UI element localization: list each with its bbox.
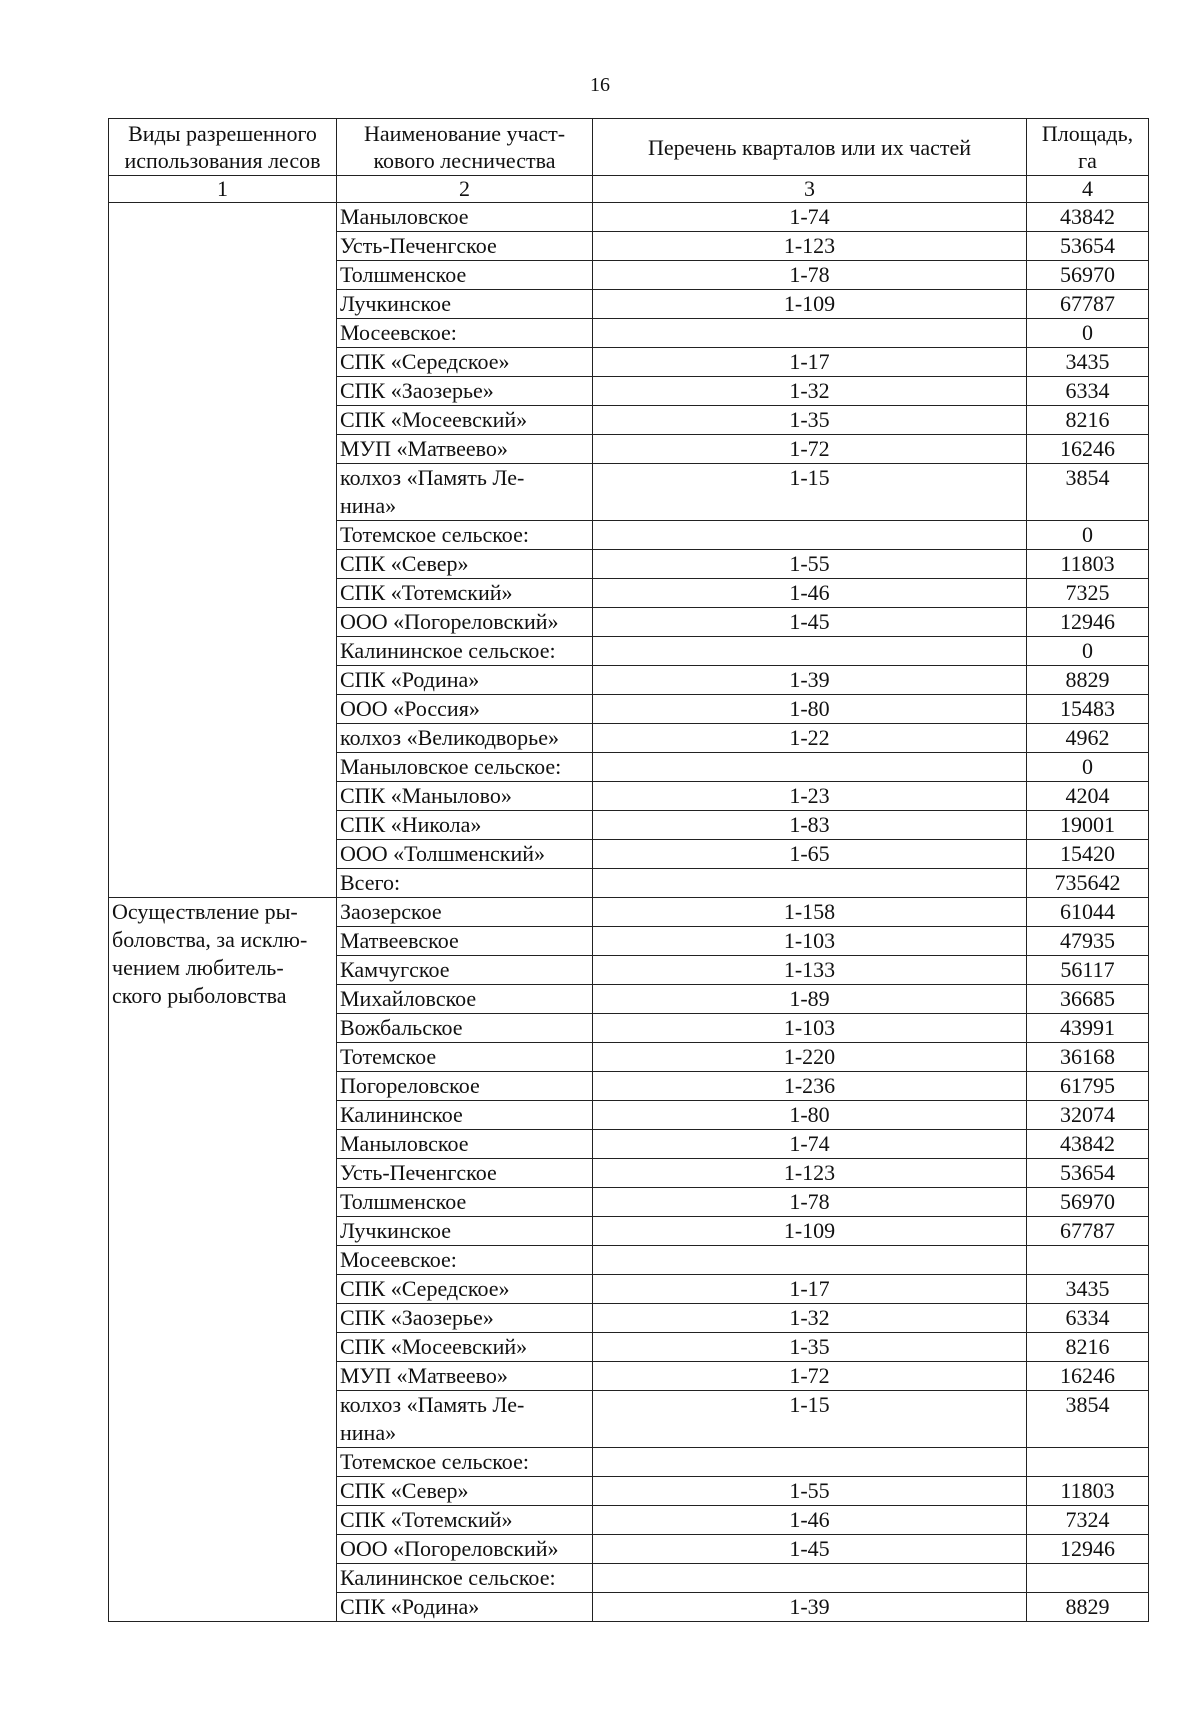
area-cell: 3435 (1027, 1275, 1149, 1304)
area-cell: 0 (1027, 753, 1149, 782)
forestry-name-cell: Калининское сельское: (337, 1564, 593, 1593)
area-cell: 0 (1027, 521, 1149, 550)
area-cell: 6334 (1027, 1304, 1149, 1333)
area-cell: 16246 (1027, 1362, 1149, 1391)
forestry-name-cell: Лучкинское (337, 1217, 593, 1246)
quarters-cell: 1-220 (593, 1043, 1027, 1072)
forestry-name-cell: колхоз «Память Ле- нина» (337, 1391, 593, 1448)
forestry-name-cell: Толшменское (337, 261, 593, 290)
forestry-name-cell: ООО «Толшменский» (337, 840, 593, 869)
area-cell: 0 (1027, 319, 1149, 348)
forestry-name-cell: МУП «Матвеево» (337, 1362, 593, 1391)
forestry-name-cell: Тотемское сельское: (337, 521, 593, 550)
quarters-cell: 1-78 (593, 261, 1027, 290)
header-usage-type: Виды разрешенного использования лесов (109, 119, 337, 176)
quarters-cell (593, 753, 1027, 782)
quarters-cell: 1-55 (593, 1477, 1027, 1506)
forestry-name-cell: СПК «Манылово» (337, 782, 593, 811)
area-cell (1027, 1564, 1149, 1593)
area-cell: 15420 (1027, 840, 1149, 869)
area-cell: 36685 (1027, 985, 1149, 1014)
quarters-cell: 1-123 (593, 1159, 1027, 1188)
header-quarters-list: Перечень кварталов или их частей (593, 119, 1027, 176)
table-body (109, 203, 1149, 1622)
area-cell: 8829 (1027, 1593, 1149, 1622)
area-cell: 32074 (1027, 1101, 1149, 1130)
forestry-name-cell: СПК «Никола» (337, 811, 593, 840)
area-cell: 56117 (1027, 956, 1149, 985)
forest-use-table (108, 118, 1149, 1622)
usage-type-cell (109, 203, 337, 898)
area-cell: 4204 (1027, 782, 1149, 811)
forestry-name-cell: СПК «Середское» (337, 348, 593, 377)
quarters-cell: 1-78 (593, 1188, 1027, 1217)
area-cell: 12946 (1027, 608, 1149, 637)
quarters-cell: 1-80 (593, 695, 1027, 724)
quarters-cell: 1-46 (593, 1506, 1027, 1535)
quarters-cell: 1-123 (593, 232, 1027, 261)
forestry-name-cell: Погореловское (337, 1072, 593, 1101)
quarters-cell: 1-45 (593, 608, 1027, 637)
forestry-name-cell: МУП «Матвеево» (337, 435, 593, 464)
area-cell: 3854 (1027, 1391, 1149, 1448)
forestry-name-cell: ООО «Погореловский» (337, 1535, 593, 1564)
area-cell: 8216 (1027, 406, 1149, 435)
area-cell: 8829 (1027, 666, 1149, 695)
quarters-cell: 1-83 (593, 811, 1027, 840)
area-cell: 15483 (1027, 695, 1149, 724)
forestry-name-cell: СПК «Середское» (337, 1275, 593, 1304)
area-cell: 53654 (1027, 232, 1149, 261)
quarters-cell: 1-55 (593, 550, 1027, 579)
forestry-name-cell: Усть-Печенгское (337, 1159, 593, 1188)
quarters-cell: 1-65 (593, 840, 1027, 869)
area-cell: 7325 (1027, 579, 1149, 608)
area-cell: 16246 (1027, 435, 1149, 464)
forestry-name-cell: Вожбальское (337, 1014, 593, 1043)
forestry-name-cell: СПК «Мосеевский» (337, 1333, 593, 1362)
quarters-cell: 1-17 (593, 348, 1027, 377)
forestry-name-cell: Всего: (337, 869, 593, 898)
forestry-name-cell: Мосеевское: (337, 319, 593, 348)
quarters-cell: 1-109 (593, 1217, 1027, 1246)
forestry-name-cell: СПК «Родина» (337, 1593, 593, 1622)
forestry-name-cell: Мосеевское: (337, 1246, 593, 1275)
quarters-cell: 1-32 (593, 377, 1027, 406)
quarters-cell: 1-103 (593, 927, 1027, 956)
quarters-cell: 1-17 (593, 1275, 1027, 1304)
area-cell: 7324 (1027, 1506, 1149, 1535)
header-forestry-name: Наименование участ- кового лесничества (337, 119, 593, 176)
area-cell: 43842 (1027, 1130, 1149, 1159)
forestry-name-cell: Камчугское (337, 956, 593, 985)
quarters-cell: 1-46 (593, 579, 1027, 608)
forestry-name-cell: ООО «Россия» (337, 695, 593, 724)
area-cell: 0 (1027, 637, 1149, 666)
quarters-cell (593, 637, 1027, 666)
quarters-cell: 1-236 (593, 1072, 1027, 1101)
forestry-name-cell: Усть-Печенгское (337, 232, 593, 261)
quarters-cell: 1-89 (593, 985, 1027, 1014)
area-cell: 11803 (1027, 550, 1149, 579)
forestry-name-cell: Тотемское сельское: (337, 1448, 593, 1477)
column-number: 2 (337, 176, 593, 203)
area-cell: 11803 (1027, 1477, 1149, 1506)
forestry-name-cell: СПК «Север» (337, 550, 593, 579)
area-cell: 735642 (1027, 869, 1149, 898)
area-cell: 61044 (1027, 898, 1149, 927)
forestry-name-cell: Михайловское (337, 985, 593, 1014)
area-cell: 4962 (1027, 724, 1149, 753)
quarters-cell: 1-39 (593, 1593, 1027, 1622)
quarters-cell: 1-23 (593, 782, 1027, 811)
quarters-cell (593, 319, 1027, 348)
forestry-name-cell: СПК «Мосеевский» (337, 406, 593, 435)
quarters-cell: 1-109 (593, 290, 1027, 319)
forestry-name-cell: СПК «Заозерье» (337, 377, 593, 406)
column-number: 3 (593, 176, 1027, 203)
area-cell: 61795 (1027, 1072, 1149, 1101)
forestry-name-cell: СПК «Родина» (337, 666, 593, 695)
quarters-cell: 1-158 (593, 898, 1027, 927)
forestry-name-cell: Лучкинское (337, 290, 593, 319)
column-number-row (109, 176, 1149, 203)
quarters-cell: 1-74 (593, 203, 1027, 232)
header-row (109, 119, 1149, 176)
header-area: Площадь, га (1027, 119, 1149, 176)
area-cell (1027, 1246, 1149, 1275)
column-number: 1 (109, 176, 337, 203)
forestry-name-cell: Заозерское (337, 898, 593, 927)
table-row (109, 898, 1149, 927)
forestry-name-cell: ООО «Погореловский» (337, 608, 593, 637)
quarters-cell: 1-32 (593, 1304, 1027, 1333)
area-cell: 67787 (1027, 290, 1149, 319)
quarters-cell: 1-45 (593, 1535, 1027, 1564)
quarters-cell (593, 1448, 1027, 1477)
area-cell: 8216 (1027, 1333, 1149, 1362)
forestry-name-cell: Тотемское (337, 1043, 593, 1072)
quarters-cell (593, 1564, 1027, 1593)
forestry-name-cell: СПК «Тотемский» (337, 579, 593, 608)
quarters-cell: 1-72 (593, 435, 1027, 464)
area-cell: 3435 (1027, 348, 1149, 377)
table-row (109, 203, 1149, 232)
quarters-cell: 1-72 (593, 1362, 1027, 1391)
forestry-name-cell: СПК «Север» (337, 1477, 593, 1506)
quarters-cell: 1-80 (593, 1101, 1027, 1130)
forestry-name-cell: Матвеевское (337, 927, 593, 956)
area-cell: 67787 (1027, 1217, 1149, 1246)
area-cell: 43991 (1027, 1014, 1149, 1043)
area-cell: 47935 (1027, 927, 1149, 956)
usage-type-cell: Осуществление ры- боловства, за исклю- чением любитель- ского рыболовства (109, 898, 337, 1622)
area-cell: 12946 (1027, 1535, 1149, 1564)
area-cell: 56970 (1027, 1188, 1149, 1217)
quarters-cell: 1-133 (593, 956, 1027, 985)
forestry-name-cell: Маныловское (337, 1130, 593, 1159)
forestry-name-cell: СПК «Заозерье» (337, 1304, 593, 1333)
quarters-cell: 1-39 (593, 666, 1027, 695)
forestry-name-cell: Калининское (337, 1101, 593, 1130)
area-cell: 19001 (1027, 811, 1149, 840)
quarters-cell: 1-74 (593, 1130, 1027, 1159)
forestry-name-cell: СПК «Тотемский» (337, 1506, 593, 1535)
forestry-name-cell: Маныловское (337, 203, 593, 232)
forestry-name-cell: Толшменское (337, 1188, 593, 1217)
quarters-cell: 1-35 (593, 406, 1027, 435)
forestry-name-cell: колхоз «Память Ле- нина» (337, 464, 593, 521)
forestry-name-cell: колхоз «Великодворье» (337, 724, 593, 753)
area-cell: 36168 (1027, 1043, 1149, 1072)
quarters-cell (593, 521, 1027, 550)
quarters-cell: 1-15 (593, 1391, 1027, 1448)
page-number: 16 (590, 74, 610, 96)
area-cell (1027, 1448, 1149, 1477)
column-number: 4 (1027, 176, 1149, 203)
quarters-cell (593, 1246, 1027, 1275)
quarters-cell: 1-22 (593, 724, 1027, 753)
quarters-cell: 1-103 (593, 1014, 1027, 1043)
area-cell: 3854 (1027, 464, 1149, 521)
area-cell: 56970 (1027, 261, 1149, 290)
quarters-cell: 1-35 (593, 1333, 1027, 1362)
quarters-cell: 1-15 (593, 464, 1027, 521)
area-cell: 6334 (1027, 377, 1149, 406)
area-cell: 43842 (1027, 203, 1149, 232)
forestry-name-cell: Маныловское сельское: (337, 753, 593, 782)
forestry-name-cell: Калининское сельское: (337, 637, 593, 666)
area-cell: 53654 (1027, 1159, 1149, 1188)
quarters-cell (593, 869, 1027, 898)
